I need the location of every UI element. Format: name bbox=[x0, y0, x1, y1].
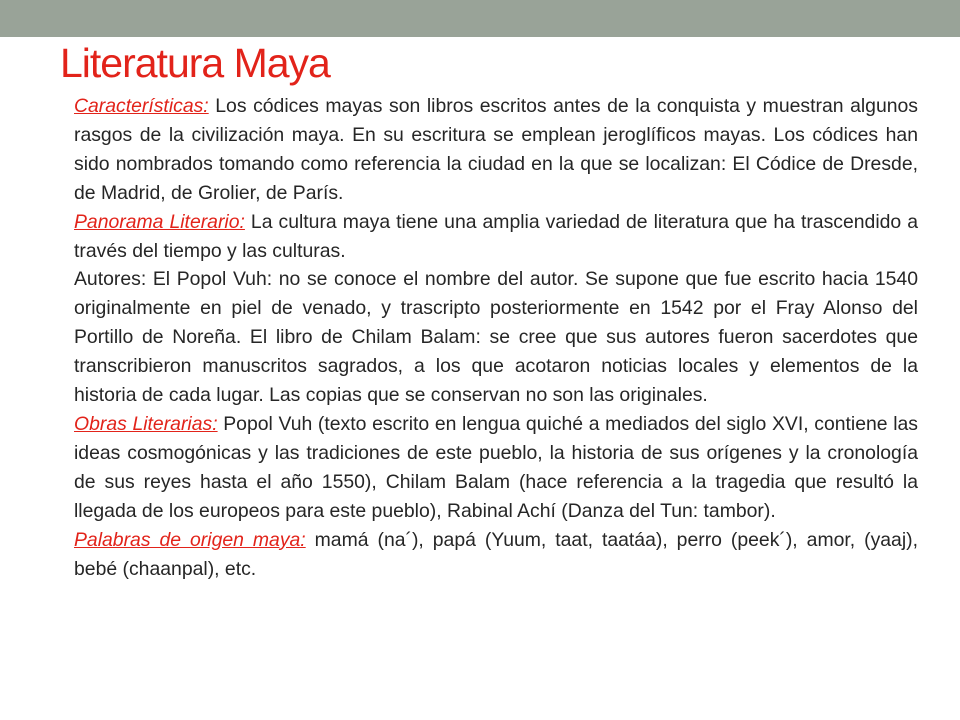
paragraph-text: Autores: El Popol Vuh: no se conoce el nombre del autor. Se supone que fue escrito hacia 1540 originalmente en piel de venado, y trascripto posteriormente en 1542 por el Fray Alonso del Portillo de Noreña. El libro de Chilam Balam: se cree que sus autores fueron sacerdotes que transcribieron manuscritos sagrados, a los que acotaron noticias locales y elementos de la historia de cada lugar. Las copias que se conservan no son las originales. bbox=[74, 268, 918, 407]
paragraph-caracteristicas bbox=[74, 92, 918, 208]
paragraph-text: Los códices mayas son libros escritos antes de la conquista y muestran algunos rasgos de la civilización maya. En su escritura se emplean jeroglíficos mayas. Los códices han sido nombrados tomando como referencia la ciudad en la que se localizan: El Códice de Dresde, de Madrid, de Grolier, de París. bbox=[74, 95, 918, 204]
paragraph-text: La cultura maya tiene una amplia variedad de literatura que ha trascendido a través del tiempo y las culturas. bbox=[74, 210, 919, 262]
paragraph-heading: Características: bbox=[74, 95, 209, 117]
slide-title: Literatura Maya bbox=[60, 40, 330, 86]
paragraph-text: mamá (na´), papá (Yuum, taat, taatáa), perro (peek´), amor, (yaaj), bebé (chaanpal), etc. bbox=[74, 528, 918, 580]
paragraph-text: Popol Vuh (texto escrito en lengua quiché a mediados del siglo XVI, contiene las ideas cosmogónicas y las tradiciones de este pueblo, la historia de sus orígenes y la cronología de sus reyes hasta el año 1550), Chilam Balam (hace referencia a la tragedia que resultó la llegada de los europeos para este pueblo), Rabinal Achí (Danza del Tun: tambor). bbox=[74, 412, 918, 522]
top-bar bbox=[0, 0, 960, 37]
paragraph-palabras-origen-maya bbox=[74, 526, 918, 584]
paragraph-heading: Obras Literarias: bbox=[74, 412, 218, 435]
paragraph-panorama-literario bbox=[74, 208, 918, 266]
paragraph-obras-literarias bbox=[74, 410, 918, 526]
paragraph-autores bbox=[74, 265, 918, 410]
slide-content bbox=[74, 92, 918, 583]
paragraph-heading: Palabras de origen maya: bbox=[74, 528, 306, 551]
paragraph-heading: Panorama Literario: bbox=[74, 210, 245, 233]
